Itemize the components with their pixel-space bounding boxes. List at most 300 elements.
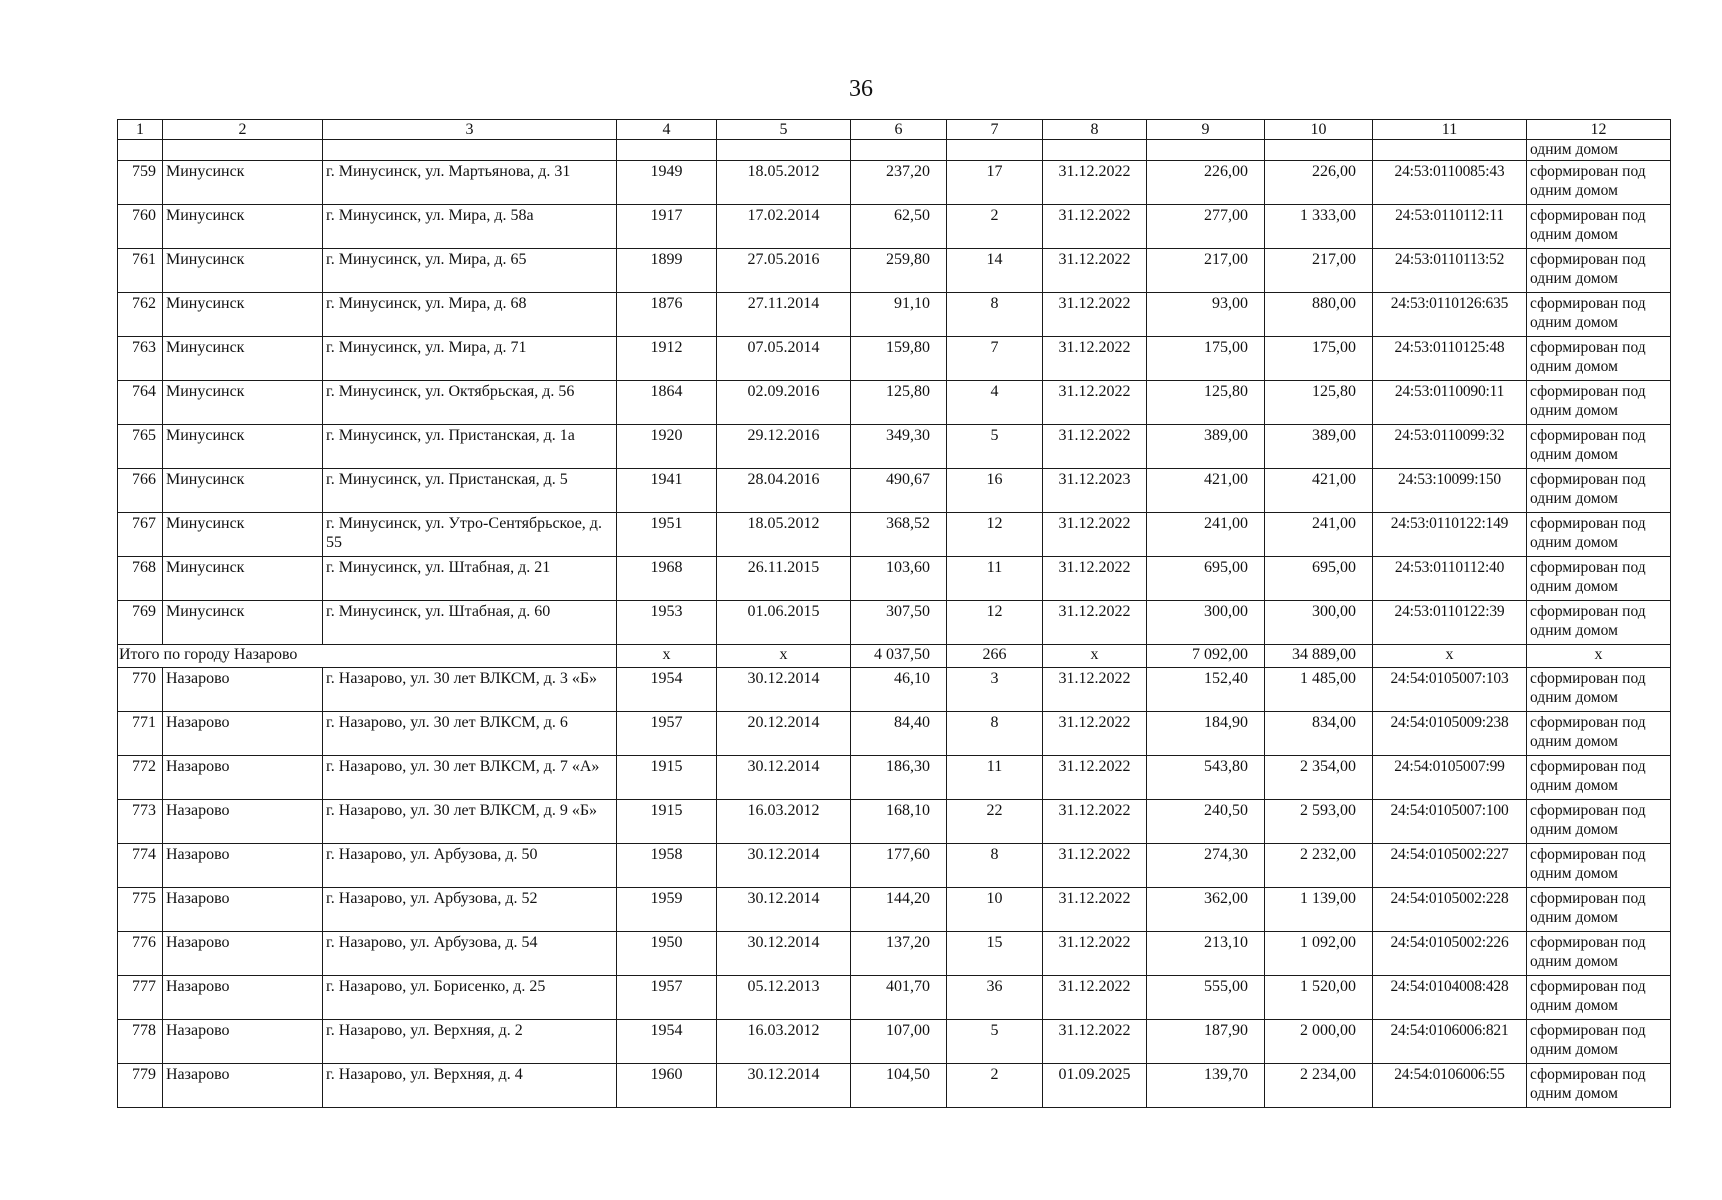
column-number: 12 <box>1527 120 1671 140</box>
row-number-cell: 767 <box>118 513 163 557</box>
land-area-cell: 213,10 <box>1147 932 1265 976</box>
cadastral-number-cell: 24:54:0106006:821 <box>1373 1020 1527 1064</box>
row-number-cell: 778 <box>118 1020 163 1064</box>
date-cell: 29.12.2016 <box>717 425 851 469</box>
year-built-cell: 1949 <box>617 161 717 205</box>
date-cell: 30.12.2014 <box>717 668 851 712</box>
count-cell: 8 <box>947 712 1043 756</box>
count-cell: 10 <box>947 888 1043 932</box>
cadastral-number-cell: 24:53:0110090:11 <box>1373 381 1527 425</box>
row-number-cell: 763 <box>118 337 163 381</box>
municipality-cell: Минусинск <box>163 513 323 557</box>
land-area-cell: 241,00 <box>1147 513 1265 557</box>
table-cell <box>163 140 323 161</box>
land-area-cell: 226,00 <box>1265 161 1373 205</box>
land-area-cell: 880,00 <box>1265 293 1373 337</box>
year-built-cell: 1960 <box>617 1064 717 1108</box>
year-built-cell: 1920 <box>617 425 717 469</box>
table-row <box>118 844 1671 888</box>
municipality-cell: Назарово <box>163 888 323 932</box>
date-cell: 18.05.2012 <box>717 161 851 205</box>
row-number-cell: 764 <box>118 381 163 425</box>
municipality-cell: Назарово <box>163 932 323 976</box>
area-cell: 186,30 <box>851 756 947 800</box>
cadastral-number-cell: 24:54:0105007:100 <box>1373 800 1527 844</box>
row-number-cell: 777 <box>118 976 163 1020</box>
land-area-cell: 175,00 <box>1147 337 1265 381</box>
municipality-cell: Назарово <box>163 976 323 1020</box>
address-cell: г. Минусинск, ул. Мира, д. 71 <box>323 337 617 381</box>
land-plot-status-cell: сформирован под одним домом <box>1527 1020 1671 1064</box>
land-area-cell: 1 485,00 <box>1265 668 1373 712</box>
year-built-cell: 1912 <box>617 337 717 381</box>
count-cell: 7 <box>947 337 1043 381</box>
municipality-cell: Назарово <box>163 1064 323 1108</box>
address-cell: г. Назарово, ул. Борисенко, д. 25 <box>323 976 617 1020</box>
total-cell: х <box>717 645 851 668</box>
deadline-date-cell: 31.12.2022 <box>1043 668 1147 712</box>
land-area-cell: 300,00 <box>1265 601 1373 645</box>
land-plot-status-cell: сформирован под одним домом <box>1527 161 1671 205</box>
count-cell: 8 <box>947 844 1043 888</box>
cadastral-number-cell: 24:54:0105002:227 <box>1373 844 1527 888</box>
year-built-cell: 1899 <box>617 249 717 293</box>
date-cell: 16.03.2012 <box>717 1020 851 1064</box>
municipality-cell: Минусинск <box>163 425 323 469</box>
deadline-date-cell: 31.12.2022 <box>1043 513 1147 557</box>
table-body <box>118 120 1671 1108</box>
table-row <box>118 888 1671 932</box>
address-cell: г. Назарово, ул. Арбузова, д. 50 <box>323 844 617 888</box>
continuation-row <box>118 140 1671 161</box>
deadline-date-cell: 31.12.2022 <box>1043 932 1147 976</box>
land-plot-status-cell: сформирован под одним домом <box>1527 557 1671 601</box>
cadastral-number-cell: 24:54:0105002:226 <box>1373 932 1527 976</box>
land-area-cell: 389,00 <box>1147 425 1265 469</box>
column-number: 2 <box>163 120 323 140</box>
table-row <box>118 932 1671 976</box>
address-cell: г. Минусинск, ул. Октябрьская, д. 56 <box>323 381 617 425</box>
table-row <box>118 161 1671 205</box>
total-cell: 7 092,00 <box>1147 645 1265 668</box>
count-cell: 15 <box>947 932 1043 976</box>
area-cell: 144,20 <box>851 888 947 932</box>
table-cell <box>947 140 1043 161</box>
date-cell: 02.09.2016 <box>717 381 851 425</box>
address-cell: г. Назарово, ул. 30 лет ВЛКСМ, д. 7 «А» <box>323 756 617 800</box>
municipality-cell: Минусинск <box>163 161 323 205</box>
table-row <box>118 557 1671 601</box>
city-total-row <box>118 645 1671 668</box>
land-area-cell: 362,00 <box>1147 888 1265 932</box>
land-area-cell: 2 232,00 <box>1265 844 1373 888</box>
deadline-date-cell: 31.12.2022 <box>1043 381 1147 425</box>
year-built-cell: 1959 <box>617 888 717 932</box>
address-cell: г. Минусинск, ул. Мира, д. 68 <box>323 293 617 337</box>
land-plot-status-cell: сформирован под одним домом <box>1527 756 1671 800</box>
count-cell: 12 <box>947 601 1043 645</box>
land-area-cell: 2 593,00 <box>1265 800 1373 844</box>
column-number: 11 <box>1373 120 1527 140</box>
table-cell <box>1373 140 1527 161</box>
land-area-cell: 695,00 <box>1147 557 1265 601</box>
land-area-cell: 217,00 <box>1147 249 1265 293</box>
column-number: 9 <box>1147 120 1265 140</box>
address-cell: г. Назарово, ул. Арбузова, д. 52 <box>323 888 617 932</box>
row-number-cell: 761 <box>118 249 163 293</box>
land-area-cell: 2 000,00 <box>1265 1020 1373 1064</box>
year-built-cell: 1953 <box>617 601 717 645</box>
date-cell: 30.12.2014 <box>717 932 851 976</box>
count-cell: 14 <box>947 249 1043 293</box>
land-plot-status-cell: сформирован под одним домом <box>1527 513 1671 557</box>
table-row <box>118 425 1671 469</box>
total-cell: х <box>1043 645 1147 668</box>
table-cell <box>717 140 851 161</box>
municipality-cell: Назарово <box>163 712 323 756</box>
table-cell <box>1147 140 1265 161</box>
table-row <box>118 668 1671 712</box>
year-built-cell: 1958 <box>617 844 717 888</box>
column-number: 5 <box>717 120 851 140</box>
count-cell: 16 <box>947 469 1043 513</box>
column-number: 4 <box>617 120 717 140</box>
area-cell: 401,70 <box>851 976 947 1020</box>
count-cell: 2 <box>947 205 1043 249</box>
date-cell: 30.12.2014 <box>717 844 851 888</box>
year-built-cell: 1968 <box>617 557 717 601</box>
year-built-cell: 1876 <box>617 293 717 337</box>
year-built-cell: 1917 <box>617 205 717 249</box>
address-cell: г. Минусинск, ул. Штабная, д. 60 <box>323 601 617 645</box>
date-cell: 05.12.2013 <box>717 976 851 1020</box>
cadastral-number-cell: 24:54:0105007:99 <box>1373 756 1527 800</box>
land-plot-status-cell: сформирован под одним домом <box>1527 425 1671 469</box>
land-plot-status-cell: одним домом <box>1527 140 1671 161</box>
cadastral-number-cell: 24:54:0104008:428 <box>1373 976 1527 1020</box>
area-cell: 104,50 <box>851 1064 947 1108</box>
municipality-cell: Минусинск <box>163 381 323 425</box>
land-plot-status-cell: сформирован под одним домом <box>1527 844 1671 888</box>
total-cell: 4 037,50 <box>851 645 947 668</box>
land-area-cell: 1 092,00 <box>1265 932 1373 976</box>
land-plot-status-cell: сформирован под одним домом <box>1527 800 1671 844</box>
address-cell: г. Минусинск, ул. Пристанская, д. 5 <box>323 469 617 513</box>
municipality-cell: Минусинск <box>163 337 323 381</box>
table-row <box>118 293 1671 337</box>
cadastral-number-cell: 24:54:0106006:55 <box>1373 1064 1527 1108</box>
land-area-cell: 2 234,00 <box>1265 1064 1373 1108</box>
count-cell: 5 <box>947 1020 1043 1064</box>
area-cell: 84,40 <box>851 712 947 756</box>
table-row <box>118 712 1671 756</box>
land-area-cell: 226,00 <box>1147 161 1265 205</box>
area-cell: 307,50 <box>851 601 947 645</box>
address-cell: г. Минусинск, ул. Мира, д. 58а <box>323 205 617 249</box>
count-cell: 5 <box>947 425 1043 469</box>
total-cell: х <box>617 645 717 668</box>
row-number-cell: 759 <box>118 161 163 205</box>
land-plot-status-cell: сформирован под одним домом <box>1527 337 1671 381</box>
row-number-cell: 774 <box>118 844 163 888</box>
count-cell: 8 <box>947 293 1043 337</box>
date-cell: 27.11.2014 <box>717 293 851 337</box>
land-plot-status-cell: сформирован под одним домом <box>1527 976 1671 1020</box>
land-plot-status-cell: сформирован под одним домом <box>1527 888 1671 932</box>
date-cell: 30.12.2014 <box>717 756 851 800</box>
land-area-cell: 139,70 <box>1147 1064 1265 1108</box>
row-number-cell: 765 <box>118 425 163 469</box>
deadline-date-cell: 31.12.2022 <box>1043 712 1147 756</box>
table-row <box>118 976 1671 1020</box>
area-cell: 168,10 <box>851 800 947 844</box>
row-number-cell: 762 <box>118 293 163 337</box>
deadline-date-cell: 31.12.2022 <box>1043 800 1147 844</box>
column-number: 7 <box>947 120 1043 140</box>
cadastral-number-cell: 24:54:0105007:103 <box>1373 668 1527 712</box>
land-area-cell: 421,00 <box>1147 469 1265 513</box>
row-number-cell: 779 <box>118 1064 163 1108</box>
total-label: Итого по городу Назарово <box>118 645 617 668</box>
cadastral-number-cell: 24:53:0110113:52 <box>1373 249 1527 293</box>
year-built-cell: 1941 <box>617 469 717 513</box>
cadastral-number-cell: 24:53:10099:150 <box>1373 469 1527 513</box>
date-cell: 07.05.2014 <box>717 337 851 381</box>
land-area-cell: 277,00 <box>1147 205 1265 249</box>
cadastral-number-cell: 24:53:0110112:11 <box>1373 205 1527 249</box>
address-cell: г. Назарово, ул. 30 лет ВЛКСМ, д. 6 <box>323 712 617 756</box>
column-number: 6 <box>851 120 947 140</box>
year-built-cell: 1954 <box>617 1020 717 1064</box>
area-cell: 159,80 <box>851 337 947 381</box>
land-area-cell: 184,90 <box>1147 712 1265 756</box>
deadline-date-cell: 31.12.2022 <box>1043 844 1147 888</box>
table-row <box>118 756 1671 800</box>
land-plot-status-cell: сформирован под одним домом <box>1527 205 1671 249</box>
municipality-cell: Минусинск <box>163 249 323 293</box>
count-cell: 12 <box>947 513 1043 557</box>
row-number-cell: 769 <box>118 601 163 645</box>
cadastral-number-cell: 24:53:0110112:40 <box>1373 557 1527 601</box>
deadline-date-cell: 31.12.2022 <box>1043 756 1147 800</box>
table-cell <box>118 140 163 161</box>
land-plot-status-cell: сформирован под одним домом <box>1527 381 1671 425</box>
land-plot-status-cell: сформирован под одним домом <box>1527 1064 1671 1108</box>
land-area-cell: 834,00 <box>1265 712 1373 756</box>
table-row <box>118 601 1671 645</box>
municipality-cell: Минусинск <box>163 205 323 249</box>
area-cell: 259,80 <box>851 249 947 293</box>
land-area-cell: 421,00 <box>1265 469 1373 513</box>
land-plot-status-cell: сформирован под одним домом <box>1527 712 1671 756</box>
total-cell: х <box>1527 645 1671 668</box>
land-area-cell: 1 139,00 <box>1265 888 1373 932</box>
date-cell: 18.05.2012 <box>717 513 851 557</box>
land-area-cell: 93,00 <box>1147 293 1265 337</box>
count-cell: 3 <box>947 668 1043 712</box>
date-cell: 28.04.2016 <box>717 469 851 513</box>
land-plot-status-cell: сформирован под одним домом <box>1527 293 1671 337</box>
area-cell: 368,52 <box>851 513 947 557</box>
housing-register-table <box>117 119 1671 1108</box>
land-area-cell: 125,80 <box>1265 381 1373 425</box>
deadline-date-cell: 31.12.2022 <box>1043 425 1147 469</box>
land-area-cell: 175,00 <box>1265 337 1373 381</box>
land-area-cell: 543,80 <box>1147 756 1265 800</box>
land-plot-status-cell: сформирован под одним домом <box>1527 932 1671 976</box>
deadline-date-cell: 31.12.2022 <box>1043 1020 1147 1064</box>
municipality-cell: Назарово <box>163 756 323 800</box>
land-area-cell: 695,00 <box>1265 557 1373 601</box>
column-number-row <box>118 120 1671 140</box>
address-cell: г. Минусинск, ул. Штабная, д. 21 <box>323 557 617 601</box>
cadastral-number-cell: 24:53:0110125:48 <box>1373 337 1527 381</box>
land-area-cell: 152,40 <box>1147 668 1265 712</box>
year-built-cell: 1957 <box>617 976 717 1020</box>
address-cell: г. Минусинск, ул. Пристанская, д. 1а <box>323 425 617 469</box>
deadline-date-cell: 31.12.2022 <box>1043 293 1147 337</box>
count-cell: 36 <box>947 976 1043 1020</box>
deadline-date-cell: 31.12.2022 <box>1043 337 1147 381</box>
address-cell: г. Минусинск, ул. Утро-Сентябрьское, д. 55 <box>323 513 617 557</box>
cadastral-number-cell: 24:53:0110099:32 <box>1373 425 1527 469</box>
count-cell: 22 <box>947 800 1043 844</box>
column-number: 8 <box>1043 120 1147 140</box>
land-area-cell: 241,00 <box>1265 513 1373 557</box>
area-cell: 349,30 <box>851 425 947 469</box>
municipality-cell: Назарово <box>163 1020 323 1064</box>
row-number-cell: 760 <box>118 205 163 249</box>
row-number-cell: 766 <box>118 469 163 513</box>
count-cell: 17 <box>947 161 1043 205</box>
area-cell: 62,50 <box>851 205 947 249</box>
area-cell: 103,60 <box>851 557 947 601</box>
land-area-cell: 2 354,00 <box>1265 756 1373 800</box>
land-area-cell: 1 520,00 <box>1265 976 1373 1020</box>
area-cell: 46,10 <box>851 668 947 712</box>
total-cell: х <box>1373 645 1527 668</box>
table-row <box>118 337 1671 381</box>
row-number-cell: 771 <box>118 712 163 756</box>
page-number: 36 <box>849 76 873 102</box>
land-plot-status-cell: сформирован под одним домом <box>1527 469 1671 513</box>
address-cell: г. Назарово, ул. Верхняя, д. 2 <box>323 1020 617 1064</box>
table-row <box>118 1020 1671 1064</box>
area-cell: 490,67 <box>851 469 947 513</box>
deadline-date-cell: 31.12.2023 <box>1043 469 1147 513</box>
row-number-cell: 776 <box>118 932 163 976</box>
land-area-cell: 240,50 <box>1147 800 1265 844</box>
table-cell <box>851 140 947 161</box>
area-cell: 107,00 <box>851 1020 947 1064</box>
municipality-cell: Минусинск <box>163 601 323 645</box>
land-plot-status-cell: сформирован под одним домом <box>1527 668 1671 712</box>
row-number-cell: 770 <box>118 668 163 712</box>
municipality-cell: Назарово <box>163 844 323 888</box>
year-built-cell: 1950 <box>617 932 717 976</box>
cadastral-number-cell: 24:53:0110122:149 <box>1373 513 1527 557</box>
row-number-cell: 775 <box>118 888 163 932</box>
table-cell <box>1043 140 1147 161</box>
year-built-cell: 1951 <box>617 513 717 557</box>
date-cell: 27.05.2016 <box>717 249 851 293</box>
area-cell: 137,20 <box>851 932 947 976</box>
deadline-date-cell: 31.12.2022 <box>1043 161 1147 205</box>
land-area-cell: 300,00 <box>1147 601 1265 645</box>
table-cell <box>1265 140 1373 161</box>
date-cell: 30.12.2014 <box>717 1064 851 1108</box>
municipality-cell: Назарово <box>163 668 323 712</box>
deadline-date-cell: 31.12.2022 <box>1043 976 1147 1020</box>
land-area-cell: 555,00 <box>1147 976 1265 1020</box>
table-cell <box>617 140 717 161</box>
table-row <box>118 513 1671 557</box>
land-area-cell: 389,00 <box>1265 425 1373 469</box>
area-cell: 125,80 <box>851 381 947 425</box>
address-cell: г. Назарово, ул. Верхняя, д. 4 <box>323 1064 617 1108</box>
row-number-cell: 768 <box>118 557 163 601</box>
table-cell <box>323 140 617 161</box>
cadastral-number-cell: 24:54:0105002:228 <box>1373 888 1527 932</box>
cadastral-number-cell: 24:53:0110085:43 <box>1373 161 1527 205</box>
year-built-cell: 1864 <box>617 381 717 425</box>
year-built-cell: 1915 <box>617 756 717 800</box>
land-area-cell: 125,80 <box>1147 381 1265 425</box>
area-cell: 91,10 <box>851 293 947 337</box>
land-area-cell: 274,30 <box>1147 844 1265 888</box>
date-cell: 16.03.2012 <box>717 800 851 844</box>
deadline-date-cell: 01.09.2025 <box>1043 1064 1147 1108</box>
deadline-date-cell: 31.12.2022 <box>1043 888 1147 932</box>
land-area-cell: 187,90 <box>1147 1020 1265 1064</box>
table-row <box>118 800 1671 844</box>
total-cell: 34 889,00 <box>1265 645 1373 668</box>
cadastral-number-cell: 24:53:0110126:635 <box>1373 293 1527 337</box>
year-built-cell: 1957 <box>617 712 717 756</box>
table-row <box>118 249 1671 293</box>
deadline-date-cell: 31.12.2022 <box>1043 249 1147 293</box>
date-cell: 17.02.2014 <box>717 205 851 249</box>
count-cell: 11 <box>947 756 1043 800</box>
date-cell: 30.12.2014 <box>717 888 851 932</box>
year-built-cell: 1915 <box>617 800 717 844</box>
cadastral-number-cell: 24:53:0110122:39 <box>1373 601 1527 645</box>
municipality-cell: Минусинск <box>163 293 323 337</box>
date-cell: 20.12.2014 <box>717 712 851 756</box>
address-cell: г. Назарово, ул. 30 лет ВЛКСМ, д. 3 «Б» <box>323 668 617 712</box>
row-number-cell: 772 <box>118 756 163 800</box>
land-plot-status-cell: сформирован под одним домом <box>1527 601 1671 645</box>
address-cell: г. Минусинск, ул. Мартьянова, д. 31 <box>323 161 617 205</box>
table-row <box>118 1064 1671 1108</box>
count-cell: 2 <box>947 1064 1043 1108</box>
area-cell: 177,60 <box>851 844 947 888</box>
land-area-cell: 217,00 <box>1265 249 1373 293</box>
column-number: 10 <box>1265 120 1373 140</box>
row-number-cell: 773 <box>118 800 163 844</box>
land-plot-status-cell: сформирован под одним домом <box>1527 249 1671 293</box>
count-cell: 11 <box>947 557 1043 601</box>
table-row <box>118 381 1671 425</box>
deadline-date-cell: 31.12.2022 <box>1043 601 1147 645</box>
total-cell: 266 <box>947 645 1043 668</box>
column-number: 3 <box>323 120 617 140</box>
address-cell: г. Назарово, ул. 30 лет ВЛКСМ, д. 9 «Б» <box>323 800 617 844</box>
column-number: 1 <box>118 120 163 140</box>
cadastral-number-cell: 24:54:0105009:238 <box>1373 712 1527 756</box>
address-cell: г. Минусинск, ул. Мира, д. 65 <box>323 249 617 293</box>
area-cell: 237,20 <box>851 161 947 205</box>
